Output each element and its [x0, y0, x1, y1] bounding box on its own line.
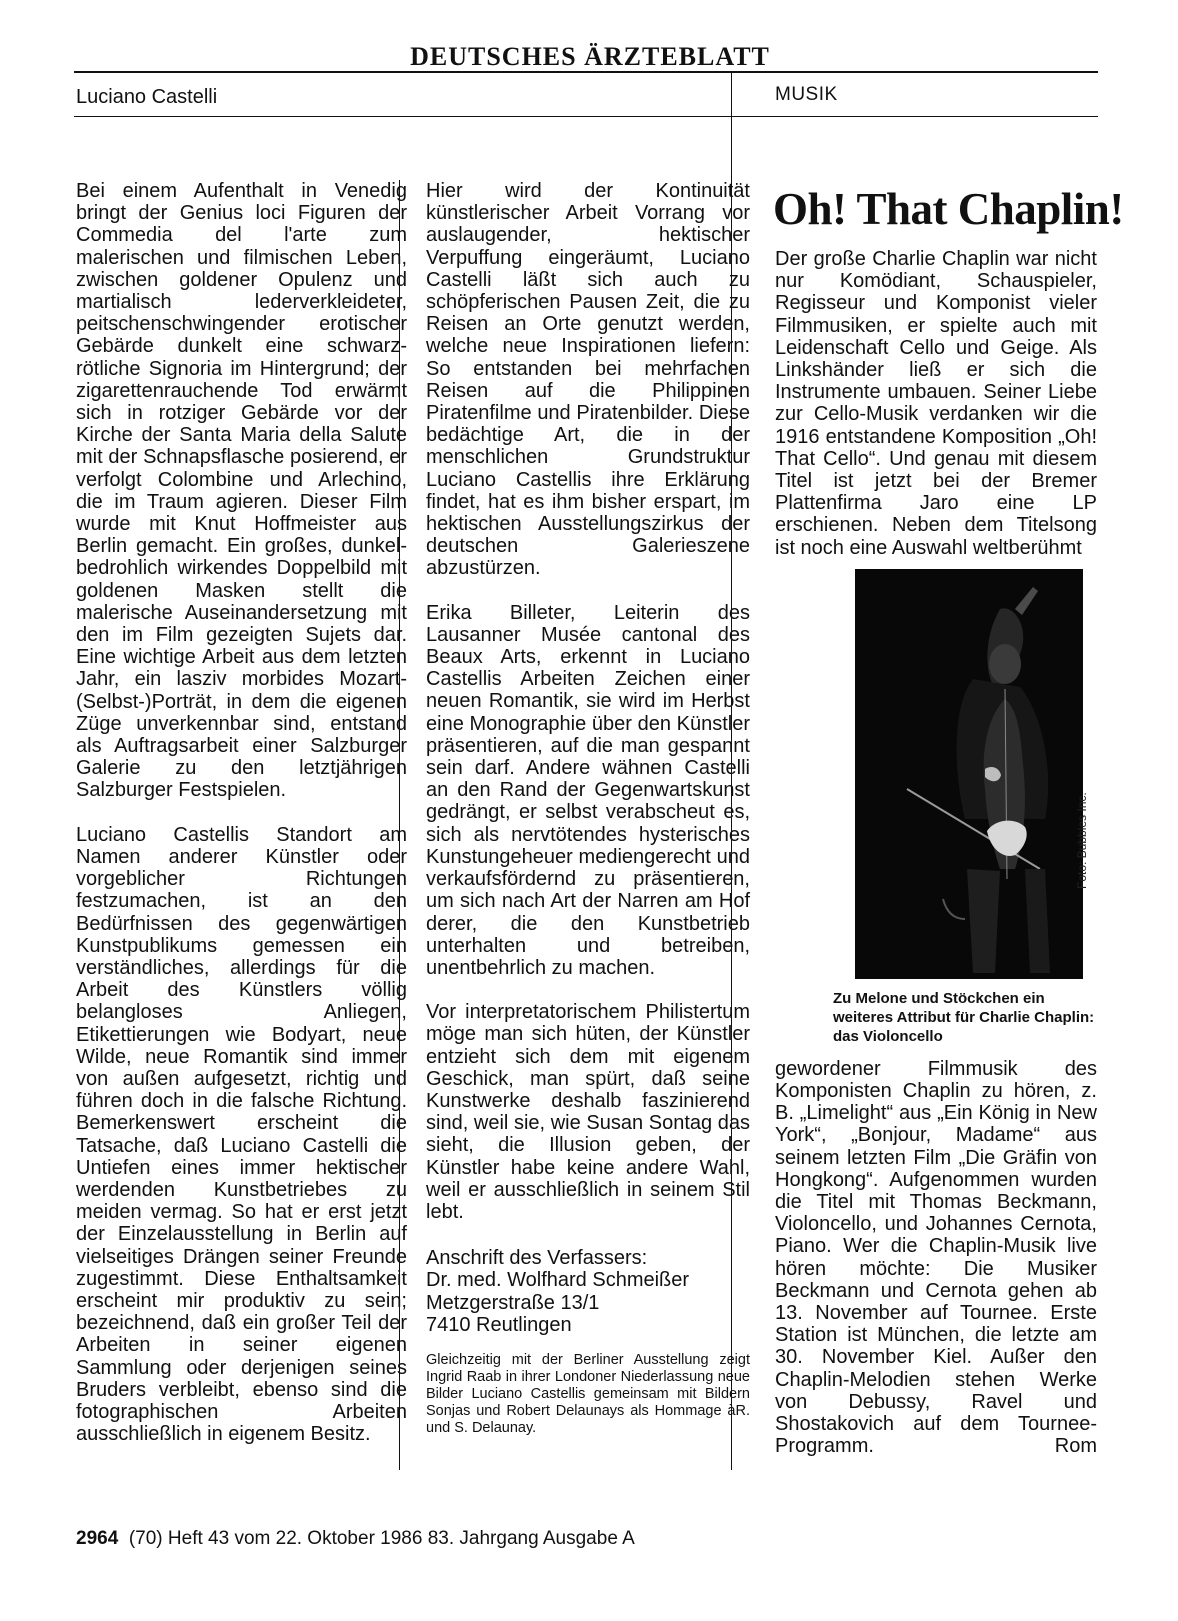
- header-divider: [731, 72, 732, 116]
- paragraph: Erika Billeter, Leiterin des Lausanner Musée cantonal des Beaux Arts, erkennt in Luciano Castellis Arbeiten Zeichen einer neuen Romantik, sie wird im Herbst eine Monographie über den Künstler präsentieren, auf die man gespannt sein darf. Andere wähnen Castelli an den Rand der Gegenwartskunst gedrängt, er selbst verabscheut es, sich als nervtötendes hysterisches Kunstungeheuer mediengerecht und verkaufsfördernd zu präsentieren, um sich nach Art der Narren am Hof derer, die den Kunstbetrieb unterhalten und betreiben, unentbehrlich zu machen.: [426, 601, 750, 979]
- page-footer: [76, 1528, 635, 1550]
- article-column-1: [76, 180, 407, 1445]
- author-address: [426, 1247, 750, 1336]
- article-column-3: [773, 180, 1124, 1458]
- cellist-illustration: [855, 569, 1083, 979]
- paragraph-text: gewordener Filmmusik des Komponisten Chaplin zu hören, z. B. „Limelight“ aus „Ein König in New York“, „Bonjour, Madame“ aus seinem letzten Film „Die Gräfin von Hongkong“. Aufgenommen wurden die Titel mit Thomas Beckmann, Violoncello, und Johannes Cernota, Piano. Wer die Chaplin-Musik live hören möchte: Die Musiker Beckmann und Cernota gehen ab 13. November auf Tournee. Erste Station ist München, die letzte am 30. November Kiel. Außer den Chaplin-Melodien stehen Werke von Debussy, Ravel und Shostakovich auf dem Tournee-Programm.: [775, 1057, 1097, 1458]
- section-label-left: Luciano Castelli: [76, 86, 218, 108]
- paragraph: Bei einem Aufenthalt in Venedig bringt der Genius loci Figuren der Commedia del l'arte zum malerischen und filmischen Leben, zwischen goldener Opulenz und martialisch lederverkleideter, peitschenschwingender erotischer Gebärde dunkelt eine schwarz-rötliche Signoria im Hintergrund; der zigarettenrauchende Tod erwärmt sich in rotziger Gebärde vor der Kirche der Santa Maria della Salute mit der Schnapsflasche posierend, er verfolgt Colombine und Arlechino, die im Traum agieren. Dieser Film wurde mit Knut Hoffmeister aus Berlin gemacht. Ein großes, dunkel-bedrohlich wirkendes Doppelbild mit goldenen Masken stellt die malerische Auseinandersetzung mit den im Film gezeigten Sujets dar. Eine wichtige Arbeit aus dem letzten Jahr, ein lasziv morbides Mozart-(Selbst-)Porträt, in dem die eigenen Züge unverkennbar sind, entstand als Auftragsarbeit einer Salzburger Galerie zu den letztjährigen Salzburger Festspielen.: [76, 180, 407, 802]
- paragraph: Der große Charlie Chaplin war nicht nur Komödiant, Schauspieler, Regisseur und Komponist vieler Filmmusiken, er spielte auch mit Leidenschaft Cello und Geige. Als Linkshänder ließ er sich die Instrumente umbauen. Seiner Liebe zur Cello-Musik verdanken wir die 1916 entstandene Komposition „Oh! That Cello“. Und genau mit diesem Titel ist jetzt bei der Bremer Plattenfirma Jaro eine LP erschienen. Neben dem Titelsong ist noch eine Auswahl weltberühmt: [775, 248, 1097, 559]
- address-line: Metzgerstraße 13/1: [426, 1291, 600, 1314]
- paragraph: Hier wird der Kontinuität künstlerischer Arbeit Vorrang vor auslaugender, hektischer Verpuffung eingeräumt, Luciano Castelli läßt sich auch zu schöpferischen Pausen Zeit, die zu Reisen an Orte genutzt werden, welche neue Inspirationen liefern: So entstanden bei mehrfachen Reisen auf die Philippinen Piratenfilme und Piratenbilder. Diese bedächtige Art, die in der menschlichen Grundstruktur Luciano Castellis ihre Erklärung findet, hat es ihm bisher erspart, im hektischen Ausstellungszirkus der deutschen Galerieszene abzustürzen.: [426, 180, 750, 580]
- section-label-right: MUSIK: [775, 84, 838, 105]
- masthead: DEUTSCHES ÄRZTEBLATT: [410, 42, 770, 71]
- address-line: 7410 Reutlingen: [426, 1313, 572, 1336]
- issue-info: (70) Heft 43 vom 22. Oktober 1986 83. Jahrgang Ausgabe A: [128, 1528, 635, 1549]
- chaplin-cello-photo: [855, 569, 1083, 979]
- paragraph: [775, 1058, 1097, 1458]
- photo-caption: Zu Melone und Stöckchen ein weiteres Attribut für Charlie Chaplin: das Violoncello: [833, 989, 1095, 1045]
- address-line: Anschrift des Verfassers:: [426, 1247, 648, 1270]
- page-number: 2964: [76, 1528, 119, 1549]
- photo-credit: Foto: Bubbles Inc.: [1075, 792, 1089, 889]
- exhibition-note: Gleichzeitig mit der Berliner Ausstellung zeigt Ingrid Raab in ihrer Londoner Niederlassung neue Bilder Luciano Castellis gemeinsam mit Bildern Sonjas und Robert Delaunays als Hommage àR. und S. Delaunay.: [426, 1351, 750, 1436]
- header-rule: [74, 116, 1098, 117]
- paragraph: Vor interpretatorischem Philistertum möge man sich hüten, der Künstler entzieht sich dem mit eigenem Geschick, man spürt, daß seine Kunstwerke deshalb faszinierend sind, weil sie, wie Susan Sontag das sieht, die Illusion geben, der Künstler habe keine andere Wahl, weil er ausschließlich in seinem Stil lebt.: [426, 1001, 750, 1223]
- address-line: Dr. med. Wolfhard Schmeißer: [426, 1269, 690, 1292]
- author-initials: Rom: [1054, 1435, 1097, 1458]
- article-column-2: [426, 180, 750, 1437]
- photo-block: [775, 569, 1097, 989]
- article-headline: Oh! That Chaplin!: [773, 184, 1124, 234]
- masthead-rule: [74, 71, 1098, 73]
- paragraph: Luciano Castellis Standort am Namen anderer Künstler oder vorgeblicher Richtungen festzumachen, ist an den Bedürfnissen des gegenwärtigen Kunstpublikums gemessen ein verständliches, allerdings für die Arbeit des Künstlers völlig belangloses Anliegen, Etikettierungen wie Bodyart, neue Wilde, neue Romantik sind immer von außen aufgesetzt, richtig und führen doch in die falsche Richtung. Bemerkenswert erscheint die Tatsache, daß Luciano Castelli die Untiefen eines immer hektischer werdenden Kunstbetriebes zu meiden vermag. So hat er erst jetzt der Einzelausstellung in Berlin auf vielseitiges Drängen seiner Freunde zugestimmt. Diese Enthaltsamkeit erscheint mir produktiv zu sein; bezeichnend, daß ein großer Teil der Arbeiten in seiner eigenen Sammlung oder derjenigen seines Bruders verbleibt, ebenso sind die fotographischen Arbeiten ausschließlich in eigenem Besitz.: [76, 823, 407, 1446]
